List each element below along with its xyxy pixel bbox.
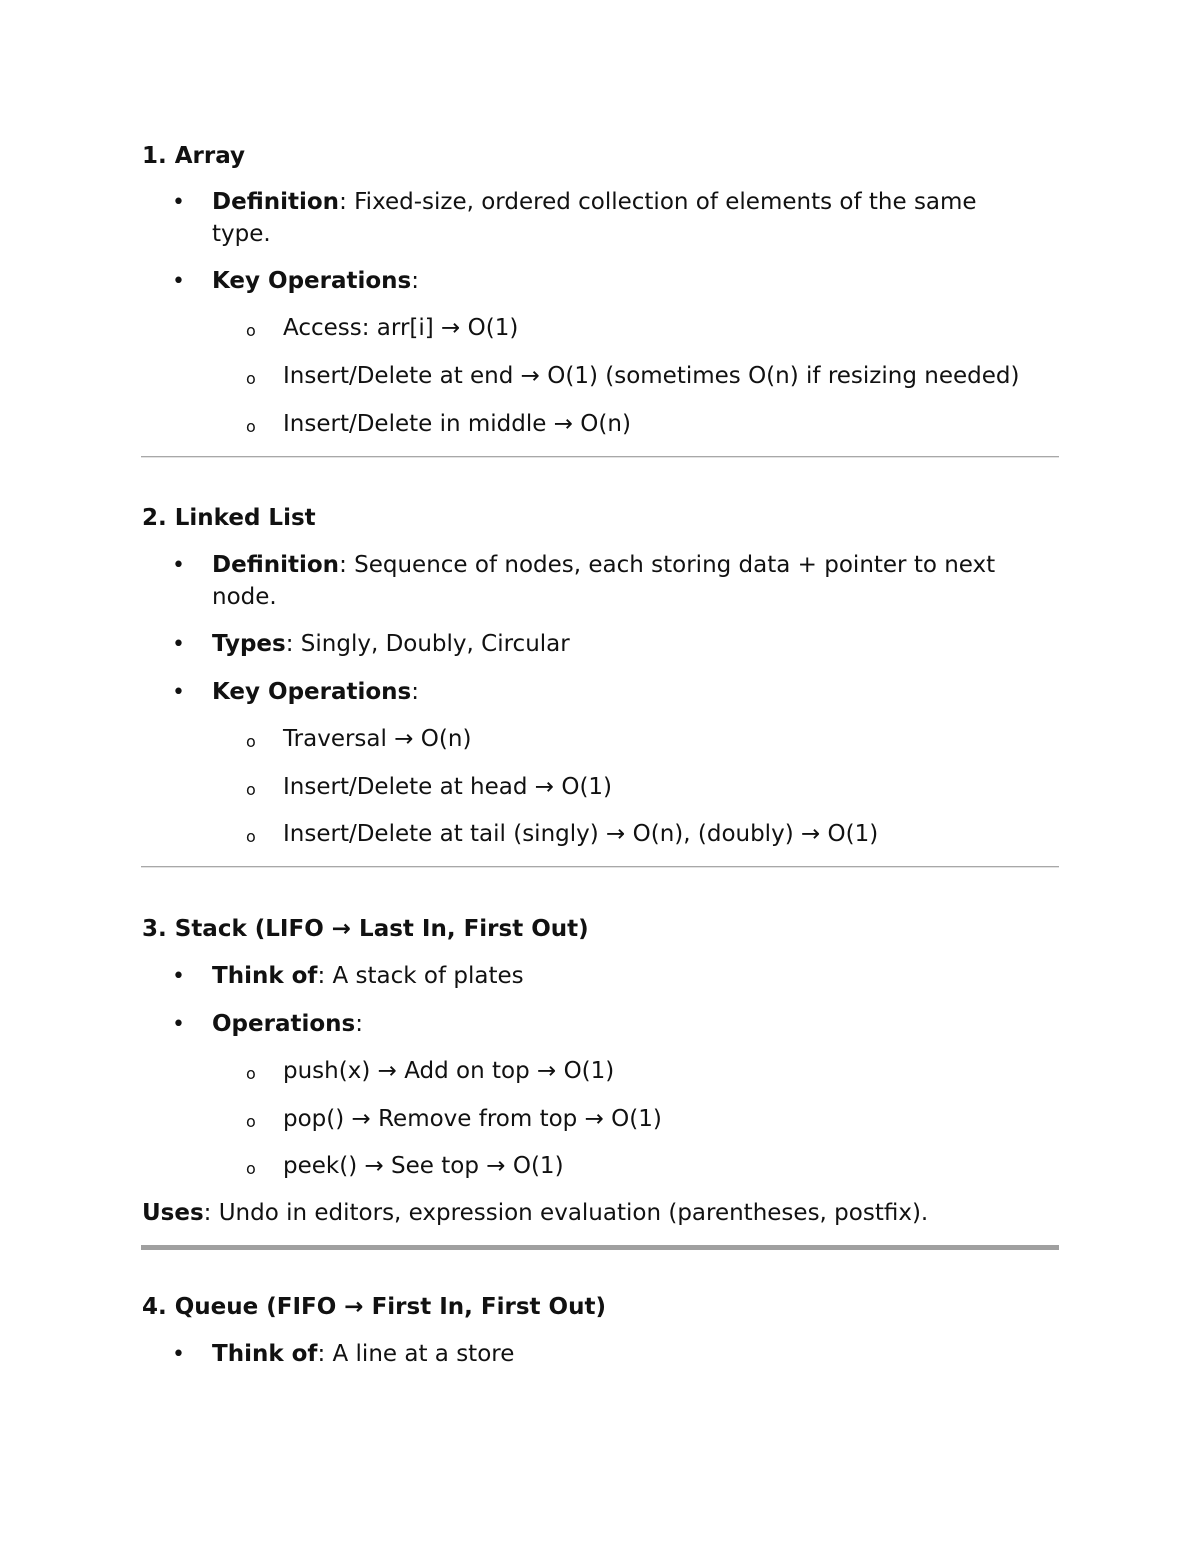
list-item <box>212 628 1042 660</box>
list-item <box>212 265 1042 297</box>
sub-list-item: peek() → See top → O(1) <box>283 1153 564 1179</box>
uses-label: Uses <box>142 1200 204 1226</box>
section-heading-array: 1. Array <box>142 143 246 169</box>
sub-bullet-icon: o <box>246 732 256 751</box>
bullet-icon: • <box>172 553 185 578</box>
sub-list-item: Insert/Delete at head → O(1) <box>283 774 613 800</box>
bullet-icon: • <box>172 1012 185 1037</box>
item-text: : Singly, Doubly, Circular <box>285 631 570 657</box>
uses-line <box>142 1197 928 1229</box>
sub-bullet-icon: o <box>246 827 256 846</box>
section-heading-stack: 3. Stack (LIFO → Last In, First Out) <box>142 916 589 942</box>
item-label: Definition <box>212 189 340 215</box>
sub-list-item: Access: arr[i] → O(1) <box>283 315 519 341</box>
item-text: : <box>411 679 419 705</box>
list-item <box>212 1338 1042 1370</box>
item-label: Definition <box>212 552 340 578</box>
list-item <box>212 549 1042 613</box>
uses-text: : Undo in editors, expression evaluation (parentheses, postfix). <box>203 1200 929 1226</box>
item-label: Types <box>212 631 286 657</box>
bullet-icon: • <box>172 964 185 989</box>
section-heading-queue: 4. Queue (FIFO → First In, First Out) <box>142 1294 606 1320</box>
sub-list-item: pop() → Remove from top → O(1) <box>283 1106 662 1132</box>
item-text: : Sequence of nodes, each storing data + pointer to next node. <box>212 552 996 610</box>
sub-list-item: push(x) → Add on top → O(1) <box>283 1058 615 1084</box>
list-item <box>212 960 1042 992</box>
bullet-icon: • <box>172 632 185 657</box>
sub-bullet-icon: o <box>246 369 256 388</box>
sub-bullet-icon: o <box>246 1159 256 1178</box>
bullet-icon: • <box>172 1342 185 1367</box>
item-text: : <box>355 1011 363 1037</box>
list-item <box>212 676 1042 708</box>
sub-bullet-icon: o <box>246 780 256 799</box>
section-divider <box>141 456 1059 458</box>
bullet-icon: • <box>172 190 185 215</box>
item-text: : A stack of plates <box>317 963 524 989</box>
sub-list-item: Insert/Delete in middle → O(n) <box>283 411 631 437</box>
sub-bullet-icon: o <box>246 1112 256 1131</box>
bullet-icon: • <box>172 269 185 294</box>
sub-bullet-icon: o <box>246 417 256 436</box>
bullet-icon: • <box>172 680 185 705</box>
sub-list-item: Insert/Delete at tail (singly) → O(n), (doubly) → O(1) <box>283 821 879 847</box>
sub-list-item: Traversal → O(n) <box>283 726 472 752</box>
section-divider <box>141 866 1059 868</box>
sub-bullet-icon: o <box>246 1064 256 1083</box>
item-label: Key Operations <box>212 268 412 294</box>
item-label: Think of <box>212 963 318 989</box>
item-text: : Fixed-size, ordered collection of elements of the same type. <box>212 189 977 247</box>
list-item <box>212 186 1042 250</box>
list-item <box>212 1008 1042 1040</box>
sub-list-item: Insert/Delete at end → O(1) (sometimes O(n) if resizing needed) <box>283 363 1020 389</box>
section-divider-thick <box>141 1245 1059 1250</box>
item-text: : <box>411 268 419 294</box>
item-label: Operations <box>212 1011 356 1037</box>
section-heading-linked-list: 2. Linked List <box>142 505 316 531</box>
item-label: Think of <box>212 1341 318 1367</box>
item-label: Key Operations <box>212 679 412 705</box>
sub-bullet-icon: o <box>246 321 256 340</box>
item-text: : A line at a store <box>317 1341 515 1367</box>
